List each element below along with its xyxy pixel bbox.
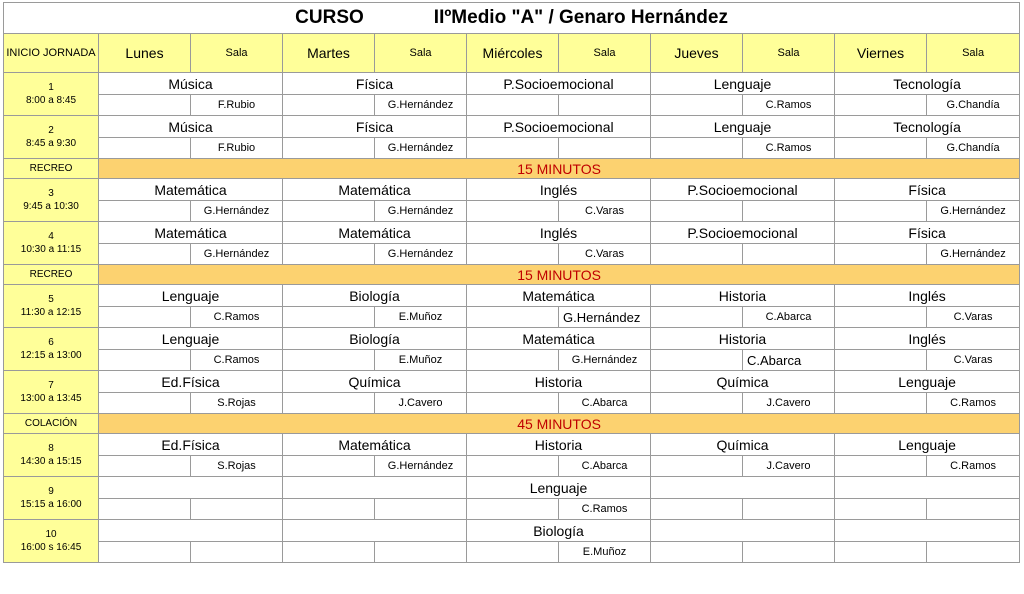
block-time: 8:00 a 8:45 — [25, 95, 77, 106]
page-title — [4, 3, 1020, 34]
block-time-cell — [4, 116, 99, 159]
subject-cell: Biología — [283, 328, 467, 350]
empty-cell — [99, 138, 191, 159]
block-time: 15:15 a 16:00 — [20, 499, 82, 510]
empty-cell — [651, 95, 743, 116]
empty-cell — [99, 499, 191, 520]
teacher-cell: C.Varas — [927, 307, 1020, 328]
teacher-cell: J.Cavero — [743, 456, 835, 477]
empty-cell — [99, 244, 191, 265]
subject-cell: P.Socioemocional — [651, 222, 835, 244]
subject-cell: Música — [99, 116, 283, 138]
subject-cell: Matemática — [283, 222, 467, 244]
block-subject-row — [4, 116, 1020, 138]
empty-cell — [99, 350, 191, 371]
teacher-cell: E.Muñoz — [559, 542, 651, 563]
day-header-miercoles: Miércoles — [467, 34, 559, 73]
subject-cell: Lenguaje — [651, 116, 835, 138]
title-row — [4, 3, 1020, 34]
empty-cell — [651, 201, 743, 222]
block-time-cell — [4, 328, 99, 371]
subject-cell: Inglés — [467, 179, 651, 201]
teacher-cell: G.Hernández — [375, 95, 467, 116]
block-subject-row — [4, 179, 1020, 201]
teacher-cell: C.Varas — [559, 201, 651, 222]
day-header-martes: Martes — [283, 34, 375, 73]
empty-cell — [283, 201, 375, 222]
teacher-cell: F.Rubio — [191, 95, 283, 116]
subject-cell: Historia — [651, 285, 835, 307]
curso-label: CURSO — [295, 7, 364, 28]
teacher-cell: G.Hernández — [375, 201, 467, 222]
subject-cell: Física — [283, 116, 467, 138]
subject-cell: P.Socioemocional — [651, 179, 835, 201]
sala-header: Sala — [559, 34, 651, 73]
block-teacher-row — [4, 456, 1020, 477]
subject-cell: Biología — [283, 285, 467, 307]
teacher-cell: J.Cavero — [375, 393, 467, 414]
block-number: 3 — [48, 188, 54, 199]
empty-cell — [283, 499, 375, 520]
teacher-cell: C.Varas — [559, 244, 651, 265]
empty-cell — [835, 307, 927, 328]
teacher-cell: C.Abarca — [559, 456, 651, 477]
empty-cell — [835, 350, 927, 371]
block-subject-row — [4, 73, 1020, 95]
subject-cell — [99, 477, 283, 499]
teacher-cell — [927, 542, 1020, 563]
block-teacher-row — [4, 201, 1020, 222]
teacher-cell: G.Hernández — [191, 244, 283, 265]
break-row — [4, 159, 1020, 179]
block-subject-row — [4, 477, 1020, 499]
empty-cell — [651, 244, 743, 265]
subject-cell: P.Socioemocional — [467, 73, 651, 95]
subject-cell: Física — [283, 73, 467, 95]
subject-cell: Química — [283, 371, 467, 393]
teacher-cell: J.Cavero — [743, 393, 835, 414]
empty-cell — [99, 95, 191, 116]
teacher-cell — [743, 201, 835, 222]
subject-cell: Matemática — [467, 285, 651, 307]
block-subject-row — [4, 520, 1020, 542]
subject-cell: Historia — [467, 371, 651, 393]
teacher-cell: G.Hernández — [191, 201, 283, 222]
block-time-cell — [4, 285, 99, 328]
empty-cell — [283, 350, 375, 371]
empty-cell — [651, 393, 743, 414]
empty-cell — [651, 499, 743, 520]
block-subject-row — [4, 434, 1020, 456]
block-teacher-row — [4, 307, 1020, 328]
empty-cell — [835, 95, 927, 116]
block-time: 11:30 a 12:15 — [20, 307, 82, 318]
break-duration: 15 MINUTOS — [99, 159, 1020, 179]
block-number: 9 — [48, 486, 54, 497]
block-number: 7 — [48, 380, 54, 391]
teacher-cell: C.Varas — [927, 350, 1020, 371]
block-time-cell — [4, 371, 99, 414]
subject-cell — [651, 477, 835, 499]
subject-cell: Matemática — [99, 222, 283, 244]
break-label: RECREO — [4, 159, 99, 179]
subject-cell: Historia — [467, 434, 651, 456]
empty-cell — [467, 95, 559, 116]
empty-cell — [467, 350, 559, 371]
empty-cell — [835, 244, 927, 265]
empty-cell — [283, 95, 375, 116]
subject-cell: Lenguaje — [99, 285, 283, 307]
block-time-cell — [4, 520, 99, 563]
subject-cell: Tecnología — [835, 73, 1020, 95]
subject-cell: Química — [651, 371, 835, 393]
schedule-body — [4, 3, 1020, 563]
block-subject-row — [4, 328, 1020, 350]
block-time: 13:00 a 13:45 — [20, 393, 82, 404]
subject-cell: Lenguaje — [467, 477, 651, 499]
teacher-cell: C.Abarca — [559, 393, 651, 414]
schedule-table — [3, 2, 1020, 563]
empty-cell — [651, 456, 743, 477]
day-header-jueves: Jueves — [651, 34, 743, 73]
teacher-cell — [743, 499, 835, 520]
subject-cell: Inglés — [835, 285, 1020, 307]
teacher-cell: C.Ramos — [191, 307, 283, 328]
empty-cell — [99, 393, 191, 414]
empty-cell — [467, 201, 559, 222]
block-time-cell — [4, 179, 99, 222]
subject-cell: Inglés — [835, 328, 1020, 350]
teacher-cell: C.Abarca — [743, 307, 835, 328]
teacher-cell — [191, 542, 283, 563]
empty-cell — [467, 499, 559, 520]
subject-cell: P.Socioemocional — [467, 116, 651, 138]
subject-cell — [283, 477, 467, 499]
subject-cell — [283, 520, 467, 542]
subject-cell: Ed.Física — [99, 434, 283, 456]
teacher-cell: C.Abarca — [743, 350, 835, 371]
subject-cell: Matemática — [283, 179, 467, 201]
teacher-cell: C.Ramos — [743, 95, 835, 116]
empty-cell — [99, 201, 191, 222]
teacher-cell — [927, 499, 1020, 520]
teacher-cell: G.Hernández — [375, 138, 467, 159]
subject-cell: Matemática — [99, 179, 283, 201]
empty-cell — [835, 499, 927, 520]
empty-cell — [467, 244, 559, 265]
empty-cell — [467, 393, 559, 414]
subject-cell: Lenguaje — [835, 371, 1020, 393]
subject-cell — [835, 520, 1020, 542]
break-row — [4, 265, 1020, 285]
subject-cell: Matemática — [467, 328, 651, 350]
block-time-cell — [4, 477, 99, 520]
teacher-cell — [375, 542, 467, 563]
empty-cell — [99, 542, 191, 563]
block-teacher-row — [4, 499, 1020, 520]
block-subject-row — [4, 285, 1020, 307]
empty-cell — [651, 307, 743, 328]
sala-header: Sala — [927, 34, 1020, 73]
empty-cell — [467, 456, 559, 477]
teacher-cell — [559, 138, 651, 159]
block-teacher-row — [4, 542, 1020, 563]
break-duration: 45 MINUTOS — [99, 414, 1020, 434]
teacher-cell: G.Hernández — [927, 244, 1020, 265]
teacher-cell: G.Chandía — [927, 95, 1020, 116]
empty-cell — [651, 138, 743, 159]
subject-cell: Ed.Física — [99, 371, 283, 393]
empty-cell — [835, 393, 927, 414]
empty-cell — [283, 456, 375, 477]
block-number: 8 — [48, 443, 54, 454]
course-title: IIºMedio "A" / Genaro Hernández — [433, 7, 728, 28]
teacher-cell: C.Ramos — [559, 499, 651, 520]
empty-cell — [283, 393, 375, 414]
day-header-viernes: Viernes — [835, 34, 927, 73]
teacher-cell: F.Rubio — [191, 138, 283, 159]
subject-cell — [835, 477, 1020, 499]
block-time-cell — [4, 73, 99, 116]
block-number: 6 — [48, 337, 54, 348]
block-subject-row — [4, 371, 1020, 393]
empty-cell — [99, 456, 191, 477]
sala-header: Sala — [375, 34, 467, 73]
teacher-cell: C.Ramos — [743, 138, 835, 159]
day-header-lunes: Lunes — [99, 34, 191, 73]
break-label: COLACIÓN — [4, 414, 99, 434]
block-number: 10 — [45, 529, 57, 540]
subject-cell: Música — [99, 73, 283, 95]
empty-cell — [835, 456, 927, 477]
block-time: 12:15 a 13:00 — [20, 350, 82, 361]
empty-cell — [835, 201, 927, 222]
block-time-cell — [4, 434, 99, 477]
block-teacher-row — [4, 244, 1020, 265]
block-time: 16:00 s 16:45 — [20, 542, 82, 553]
break-row — [4, 414, 1020, 434]
teacher-cell — [743, 542, 835, 563]
empty-cell — [99, 307, 191, 328]
teacher-cell — [191, 499, 283, 520]
teacher-cell: G.Hernández — [559, 350, 651, 371]
empty-cell — [651, 542, 743, 563]
subject-cell: Inglés — [467, 222, 651, 244]
subject-cell: Lenguaje — [651, 73, 835, 95]
teacher-cell: S.Rojas — [191, 393, 283, 414]
break-label: RECREO — [4, 265, 99, 285]
teacher-cell — [559, 95, 651, 116]
teacher-cell: S.Rojas — [191, 456, 283, 477]
subject-cell: Química — [651, 434, 835, 456]
empty-cell — [835, 542, 927, 563]
block-teacher-row — [4, 393, 1020, 414]
teacher-cell: C.Ramos — [927, 393, 1020, 414]
subject-cell — [651, 520, 835, 542]
block-time: 14:30 a 15:15 — [20, 456, 82, 467]
subject-cell: Matemática — [283, 434, 467, 456]
empty-cell — [283, 244, 375, 265]
block-subject-row — [4, 222, 1020, 244]
subject-cell: Física — [835, 222, 1020, 244]
empty-cell — [651, 350, 743, 371]
subject-cell: Biología — [467, 520, 651, 542]
sala-header: Sala — [191, 34, 283, 73]
column-header-row — [4, 34, 1020, 73]
block-number: 2 — [48, 125, 54, 136]
subject-cell: Lenguaje — [99, 328, 283, 350]
teacher-cell — [743, 244, 835, 265]
block-time: 10:30 a 11:15 — [20, 244, 82, 255]
empty-cell — [283, 542, 375, 563]
subject-cell: Historia — [651, 328, 835, 350]
subject-cell: Tecnología — [835, 116, 1020, 138]
inicio-jornada-header: INICIO JORNADA — [4, 34, 99, 73]
subject-cell: Lenguaje — [835, 434, 1020, 456]
block-number: 4 — [48, 231, 54, 242]
block-teacher-row — [4, 95, 1020, 116]
empty-cell — [283, 307, 375, 328]
block-time: 8:45 a 9:30 — [25, 138, 77, 149]
block-time: 9:45 a 10:30 — [23, 201, 79, 212]
break-duration: 15 MINUTOS — [99, 265, 1020, 285]
teacher-cell — [375, 499, 467, 520]
schedule-sheet — [3, 2, 1023, 590]
block-time-cell — [4, 222, 99, 265]
empty-cell — [835, 138, 927, 159]
empty-cell — [467, 138, 559, 159]
block-teacher-row — [4, 138, 1020, 159]
block-teacher-row — [4, 350, 1020, 371]
teacher-cell: G.Hernández — [559, 307, 651, 328]
subject-cell — [99, 520, 283, 542]
teacher-cell: G.Hernández — [375, 456, 467, 477]
empty-cell — [467, 307, 559, 328]
teacher-cell: C.Ramos — [191, 350, 283, 371]
teacher-cell: E.Muñoz — [375, 350, 467, 371]
teacher-cell: E.Muñoz — [375, 307, 467, 328]
subject-cell: Física — [835, 179, 1020, 201]
teacher-cell: G.Chandía — [927, 138, 1020, 159]
empty-cell — [283, 138, 375, 159]
teacher-cell: G.Hernández — [375, 244, 467, 265]
teacher-cell: C.Ramos — [927, 456, 1020, 477]
teacher-cell: G.Hernández — [927, 201, 1020, 222]
sala-header: Sala — [743, 34, 835, 73]
block-number: 1 — [48, 82, 54, 93]
block-number: 5 — [48, 294, 54, 305]
empty-cell — [467, 542, 559, 563]
